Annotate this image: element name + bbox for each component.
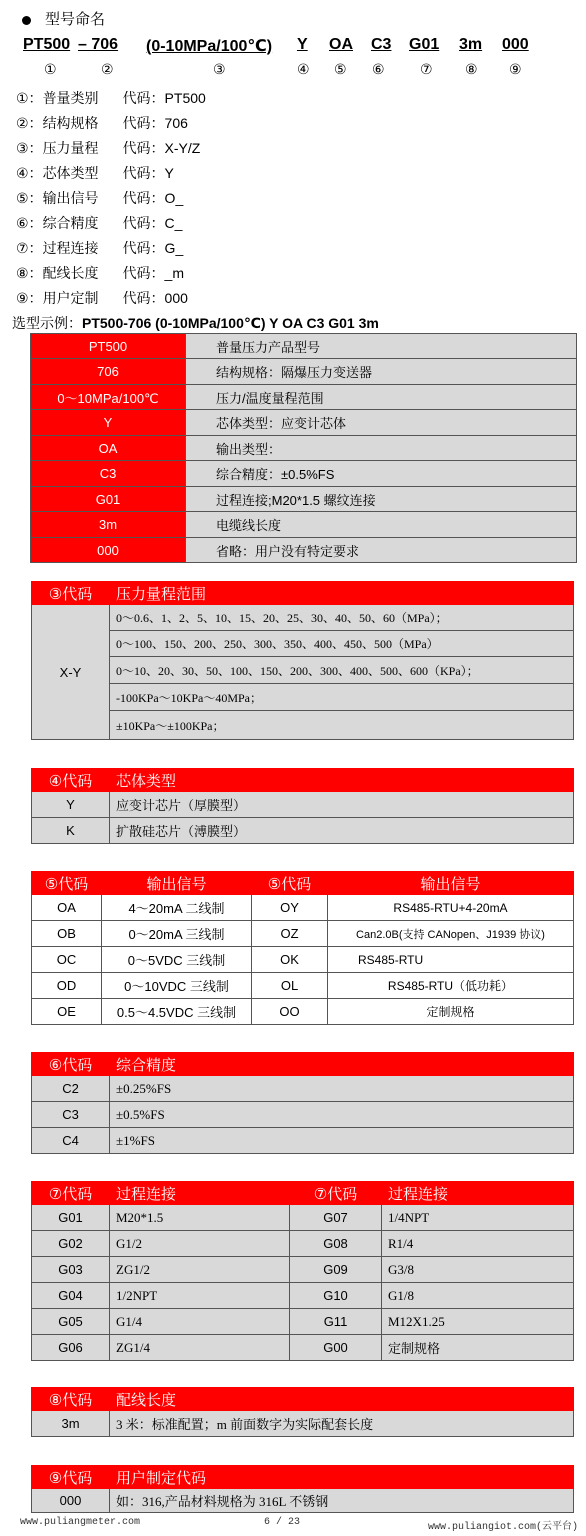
process-code: G09 — [290, 1257, 382, 1283]
example-code: OA — [31, 436, 186, 461]
table-row — [31, 512, 577, 538]
example-code: G01 — [31, 487, 186, 512]
output-code: OK — [252, 947, 328, 973]
legend-num: ⑦： — [16, 240, 43, 256]
core-table — [31, 768, 574, 844]
header-cell: ⑦代码 — [290, 1182, 382, 1205]
output-code: OD — [32, 973, 102, 999]
accuracy-value: ±0.5%FS — [110, 1102, 574, 1128]
header-cell: 过程连接 — [382, 1182, 574, 1205]
legend-num: ⑥： — [16, 215, 43, 231]
header-cell: ③代码 — [32, 582, 110, 605]
section-title-text: 型号命名 — [45, 11, 106, 28]
output-desc: RS485-RTU+4-20mA — [328, 895, 574, 921]
bullet-icon — [22, 16, 31, 25]
legend-label: 结构规格 — [42, 115, 99, 131]
legend-code: 代码：706 — [122, 115, 188, 131]
example-line — [12, 313, 379, 333]
header-cell: 配线长度 — [110, 1388, 574, 1411]
range-cell: 0～10、20、30、50、100、150、200、300、400、500、600（KPa）； — [110, 657, 574, 684]
example-code: Y — [31, 410, 186, 436]
table-row — [32, 605, 574, 631]
header-cell: ④代码 — [32, 769, 110, 792]
example-desc: 省略：用户没有特定要求 — [186, 538, 577, 563]
example-desc: 综合精度：±0.5%FS — [186, 461, 577, 487]
legend-code: 代码：000 — [122, 290, 188, 306]
accuracy-code: C3 — [32, 1102, 110, 1128]
output-desc: 0～5VDC 三线制 — [102, 947, 252, 973]
legend-num: ⑧： — [16, 265, 43, 281]
header-cell: ⑧代码 — [32, 1388, 110, 1411]
legend-row — [16, 188, 183, 208]
table-row — [32, 657, 574, 684]
table-row — [32, 684, 574, 711]
circle-num-7: ⑦ — [420, 61, 433, 77]
process-desc: 定制规格 — [382, 1335, 574, 1361]
circle-num-5: ⑤ — [334, 61, 347, 77]
example-desc: 普量压力产品型号 — [186, 334, 577, 359]
table-header — [32, 582, 574, 605]
example-desc: 压力/温度量程范围 — [186, 385, 577, 410]
output-code: OA — [32, 895, 102, 921]
table-row — [32, 1411, 574, 1437]
process-desc: R1/4 — [382, 1231, 574, 1257]
cable-table — [31, 1387, 574, 1437]
circle-num-1: ① — [44, 61, 57, 77]
process-code: G04 — [32, 1283, 110, 1309]
legend-code: 代码：PT500 — [122, 90, 206, 106]
model-part-cable: 3m — [459, 36, 483, 53]
table-row — [32, 1257, 574, 1283]
cable-code: 3m — [32, 1411, 110, 1437]
header-cell: ⑦代码 — [32, 1182, 110, 1205]
range-cell: ±10KPa～±100KPa； — [110, 711, 574, 740]
header-cell: 压力量程范围 — [110, 582, 574, 605]
range-cell: 0～0.6、1、2、5、10、15、20、25、30、40、50、60（MPa）； — [110, 605, 574, 631]
process-desc: ZG1/2 — [110, 1257, 290, 1283]
output-desc: 4～20mA 二线制 — [102, 895, 252, 921]
process-table — [31, 1181, 574, 1361]
legend-label: 配线长度 — [42, 265, 99, 281]
footer-page-number: 6 / 23 — [264, 1517, 301, 1528]
table-row — [31, 410, 577, 436]
core-code: K — [32, 818, 110, 844]
header-cell: ⑥代码 — [32, 1053, 110, 1076]
custom-table — [31, 1465, 574, 1513]
legend-num: ①： — [16, 90, 43, 106]
header-cell: 输出信号 — [102, 872, 252, 895]
range-cell: 0～100、150、200、250、300、350、400、450、500（MPa） — [110, 631, 574, 657]
legend-row — [16, 263, 184, 283]
table-row — [32, 1335, 574, 1361]
table-row — [31, 538, 577, 563]
table-row — [31, 385, 577, 410]
table-row — [31, 461, 577, 487]
cable-desc: 3 米：标准配置；m 前面数字为实际配套长度 — [110, 1411, 574, 1437]
process-code: G07 — [290, 1205, 382, 1231]
legend-num: ③： — [16, 140, 43, 156]
process-code: G06 — [32, 1335, 110, 1361]
model-part-process: G01 — [409, 36, 440, 53]
model-part-range: (0-10MPa/100℃) — [146, 38, 273, 55]
table-row — [32, 1283, 574, 1309]
example-code: 0～10MPa/100℃ — [31, 385, 186, 410]
process-code: G10 — [290, 1283, 382, 1309]
process-desc: G3/8 — [382, 1257, 574, 1283]
table-header — [32, 1388, 574, 1411]
output-desc: 0～20mA 三线制 — [102, 921, 252, 947]
range-cell: -100KPa～10KPa～40MPa； — [110, 684, 574, 711]
table-row — [32, 895, 574, 921]
table-row — [31, 436, 577, 461]
example-desc: 过程连接;M20*1.5 螺纹连接 — [186, 487, 577, 512]
example-code: C3 — [31, 461, 186, 487]
core-desc: 扩散硅芯片（溥膜型） — [110, 818, 574, 844]
example-label: 选型示例： — [12, 315, 82, 331]
process-code: G02 — [32, 1231, 110, 1257]
table-row — [32, 947, 574, 973]
output-desc: 0～10VDC 三线制 — [102, 973, 252, 999]
custom-code: 000 — [32, 1489, 110, 1513]
model-part-custom: 000 — [502, 36, 529, 53]
section-title — [22, 8, 105, 29]
model-part-706: – 706 — [78, 36, 119, 53]
output-code: OC — [32, 947, 102, 973]
legend-code: 代码：_m — [122, 265, 185, 281]
legend-code: 代码：G_ — [122, 240, 184, 256]
legend-num: ②： — [16, 115, 43, 131]
table-row — [32, 921, 574, 947]
table-row — [32, 999, 574, 1025]
example-desc: 结构规格：隔爆压力变送器 — [186, 359, 577, 385]
example-code: 706 — [31, 359, 186, 385]
table-row — [32, 973, 574, 999]
output-desc: RS485-RTU（低功耗） — [328, 973, 574, 999]
table-row — [32, 1489, 574, 1513]
table-row — [32, 1231, 574, 1257]
custom-desc: 如：316,产品材料规格为 316L 不锈钢 — [110, 1489, 574, 1513]
process-code: G05 — [32, 1309, 110, 1335]
header-cell: 综合精度 — [110, 1053, 574, 1076]
output-table — [31, 871, 574, 1025]
table-header — [32, 1182, 574, 1205]
example-table — [30, 333, 577, 563]
legend-num: ⑨： — [16, 290, 43, 306]
table-row — [31, 487, 577, 512]
process-desc: 1/4NPT — [382, 1205, 574, 1231]
process-desc: M12X1.25 — [382, 1309, 574, 1335]
circle-num-9: ⑨ — [509, 61, 522, 77]
legend-label: 普量类别 — [42, 90, 99, 106]
core-code: Y — [32, 792, 110, 818]
table-header — [32, 1053, 574, 1076]
example-code: 000 — [31, 538, 186, 563]
example-desc: 电缆线长度 — [186, 512, 577, 538]
circle-num-3: ③ — [213, 61, 226, 77]
header-cell: 输出信号 — [328, 872, 574, 895]
process-code: G08 — [290, 1231, 382, 1257]
legend-code: 代码：Y — [122, 165, 174, 181]
legend-label: 综合精度 — [42, 215, 99, 231]
table-row — [32, 1205, 574, 1231]
range-code: X-Y — [32, 605, 110, 740]
accuracy-value: ±1%FS — [110, 1128, 574, 1154]
table-row — [32, 1102, 574, 1128]
process-code: G00 — [290, 1335, 382, 1361]
process-desc: G1/4 — [110, 1309, 290, 1335]
circle-num-8: ⑧ — [465, 61, 478, 77]
model-part-output: OA — [329, 36, 353, 53]
output-code: OY — [252, 895, 328, 921]
model-part-accuracy: C3 — [371, 36, 392, 53]
output-desc: 0.5～4.5VDC 三线制 — [102, 999, 252, 1025]
output-code: OE — [32, 999, 102, 1025]
legend-row — [16, 113, 188, 133]
example-desc: 输出类型： — [186, 436, 577, 461]
header-cell: 用户制定代码 — [110, 1466, 574, 1489]
table-header — [32, 872, 574, 895]
table-row — [31, 359, 577, 385]
footer-website: www.puliangmeter.com — [20, 1517, 141, 1528]
output-desc: 定制规格 — [328, 999, 574, 1025]
output-desc: RS485-RTU — [328, 947, 574, 973]
legend-row — [16, 238, 183, 258]
legend-row — [16, 138, 200, 158]
output-code: OZ — [252, 921, 328, 947]
header-cell: ⑨代码 — [32, 1466, 110, 1489]
model-part-core: Y — [297, 36, 308, 53]
range-table — [31, 581, 574, 740]
process-code: G01 — [32, 1205, 110, 1231]
table-row — [32, 818, 574, 844]
legend-num: ⑤： — [16, 190, 43, 206]
circle-num-2: ② — [101, 61, 114, 77]
process-code: G11 — [290, 1309, 382, 1335]
legend-code: 代码：O_ — [122, 190, 184, 206]
legend-code: 代码：C_ — [122, 215, 183, 231]
accuracy-code: C2 — [32, 1076, 110, 1102]
circle-num-4: ④ — [297, 61, 310, 77]
legend-label: 过程连接 — [42, 240, 99, 256]
legend-row — [16, 163, 174, 183]
process-desc: ZG1/4 — [110, 1335, 290, 1361]
legend-label: 输出信号 — [42, 190, 99, 206]
header-cell: 芯体类型 — [110, 769, 574, 792]
core-desc: 应变计芯片（厚膜型） — [110, 792, 574, 818]
example-code: PT500 — [31, 334, 186, 359]
table-header — [32, 769, 574, 792]
header-cell: ⑤代码 — [252, 872, 328, 895]
example-desc: 芯体类型：应变计芯体 — [186, 410, 577, 436]
table-row — [32, 792, 574, 818]
output-code: OO — [252, 999, 328, 1025]
output-code: OL — [252, 973, 328, 999]
table-row — [32, 1076, 574, 1102]
process-code: G03 — [32, 1257, 110, 1283]
process-desc: 1/2NPT — [110, 1283, 290, 1309]
process-desc: M20*1.5 — [110, 1205, 290, 1231]
circle-num-6: ⑥ — [372, 61, 385, 77]
legend-row — [16, 213, 182, 233]
process-desc: G1/8 — [382, 1283, 574, 1309]
table-row — [31, 334, 577, 359]
legend-num: ④： — [16, 165, 43, 181]
footer-iot-website: www.puliangiot.com(云平台) — [428, 1522, 579, 1533]
legend-code: 代码：X-Y/Z — [122, 140, 201, 156]
table-header — [32, 1466, 574, 1489]
model-part-pt500: PT500 — [23, 36, 71, 53]
table-row — [32, 1309, 574, 1335]
example-value: PT500-706 (0-10MPa/100℃) Y OA C3 G01 3m — [82, 315, 379, 331]
legend-row — [16, 88, 206, 108]
table-row — [32, 631, 574, 657]
accuracy-table — [31, 1052, 574, 1154]
legend-label: 用户定制 — [42, 290, 99, 306]
table-row — [32, 1128, 574, 1154]
legend-row — [16, 288, 188, 308]
output-code: OB — [32, 921, 102, 947]
accuracy-code: C4 — [32, 1128, 110, 1154]
accuracy-value: ±0.25%FS — [110, 1076, 574, 1102]
table-row — [32, 711, 574, 740]
legend-label: 压力量程 — [42, 140, 99, 156]
process-desc: G1/2 — [110, 1231, 290, 1257]
legend-label: 芯体类型 — [42, 165, 99, 181]
example-code: 3m — [31, 512, 186, 538]
header-cell: 过程连接 — [110, 1182, 290, 1205]
header-cell: ⑤代码 — [32, 872, 102, 895]
output-desc: Can2.0B(支持 CANopen、J1939 协议) — [328, 921, 574, 947]
